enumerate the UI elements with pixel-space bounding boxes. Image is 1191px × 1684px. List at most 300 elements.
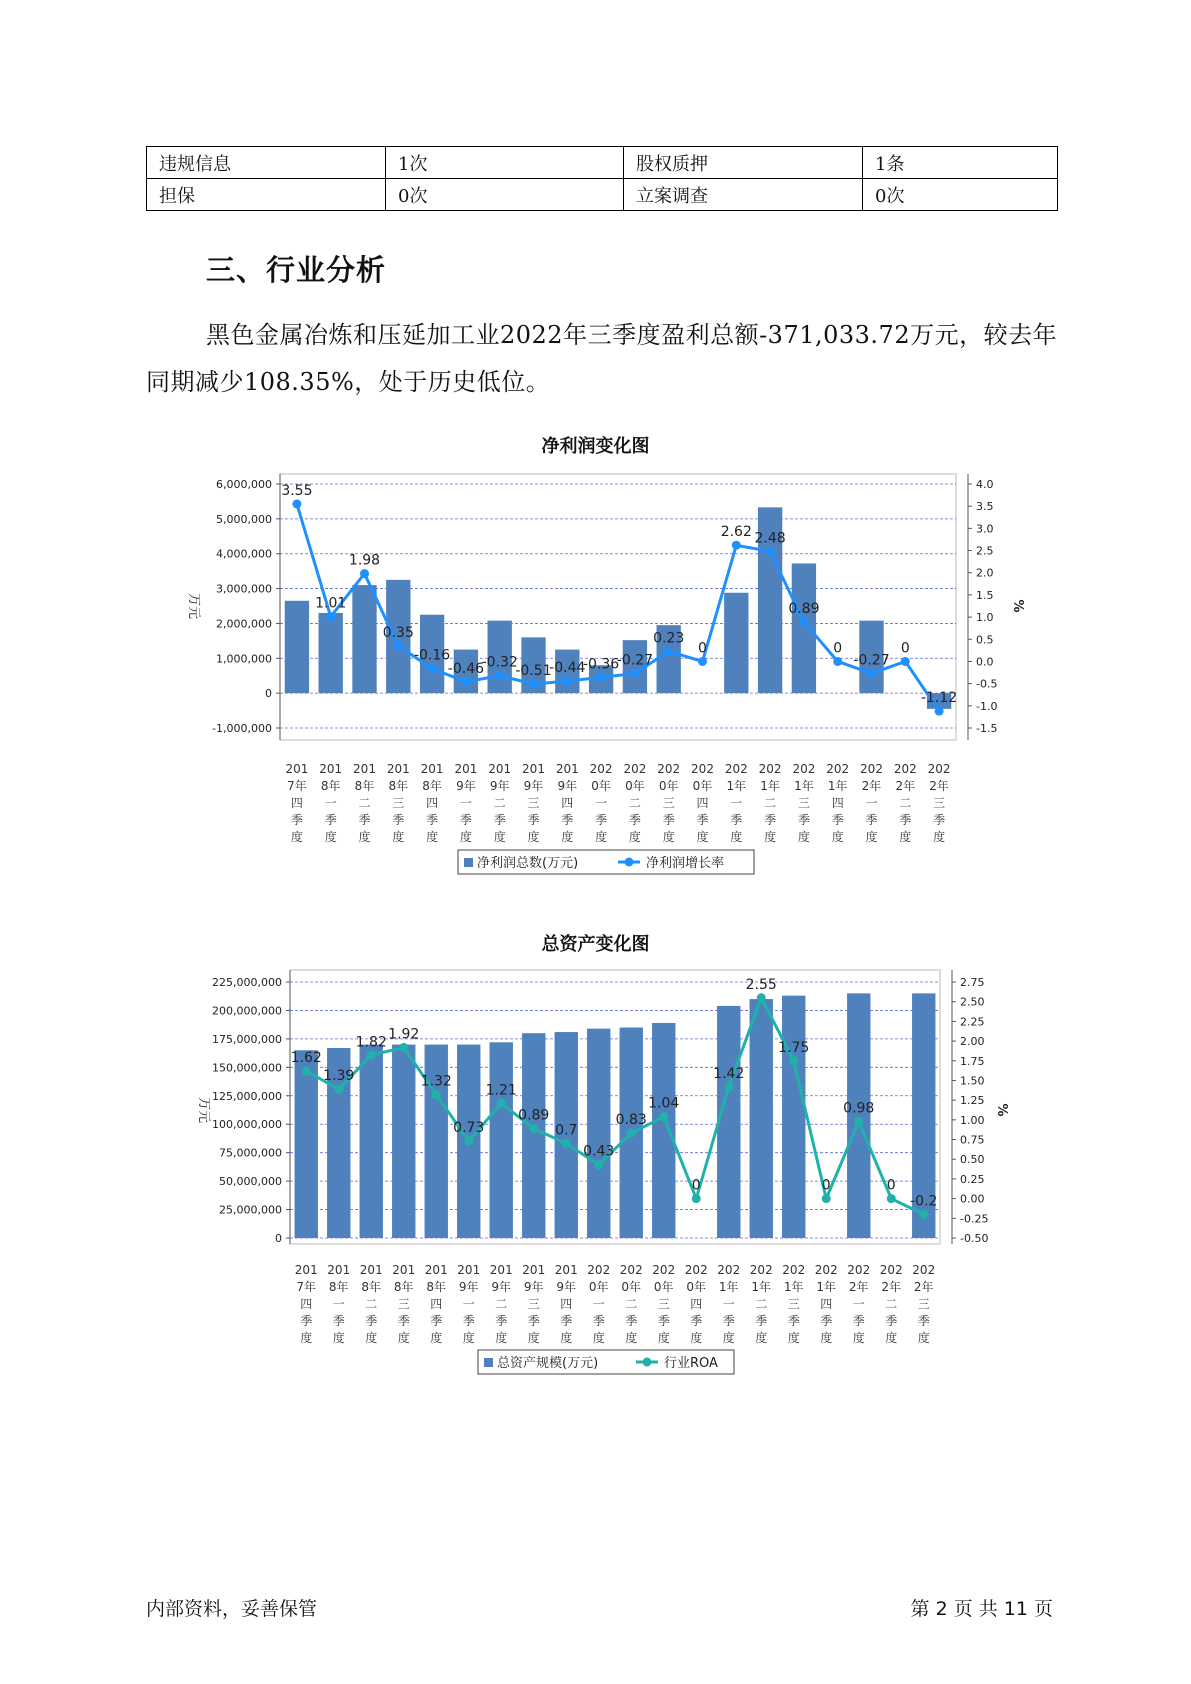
x-tick-label: 二 bbox=[358, 796, 371, 810]
x-tick-label: 季 bbox=[430, 1314, 443, 1328]
legend-bar-swatch bbox=[484, 1358, 493, 1367]
bar bbox=[782, 996, 805, 1238]
x-tick-label: 三 bbox=[527, 796, 540, 810]
x-tick-label: 9年 bbox=[458, 1280, 479, 1294]
y-tick-label: 2,000,000 bbox=[216, 617, 272, 631]
data-label: 0 bbox=[698, 640, 707, 657]
x-tick-label: 202 bbox=[893, 762, 917, 776]
x-tick-label: 季 bbox=[690, 1314, 703, 1328]
x-tick-label: 季 bbox=[730, 813, 743, 827]
y-tick-label: 50,000,000 bbox=[219, 1175, 282, 1189]
x-tick-label: 四 bbox=[561, 796, 574, 810]
x-tick-label: 四 bbox=[290, 796, 303, 810]
line-point bbox=[563, 676, 572, 685]
data-label: 2.48 bbox=[754, 530, 786, 547]
y-tick-label: 5,000,000 bbox=[216, 512, 272, 526]
table-cell: 0次 bbox=[863, 179, 1058, 211]
y-tick-label: 0 bbox=[275, 1232, 282, 1245]
data-label: -0.36 bbox=[582, 656, 620, 673]
x-tick-label: 二 bbox=[493, 796, 506, 810]
line-point bbox=[360, 569, 369, 578]
x-tick-label: 1年 bbox=[816, 1280, 837, 1294]
x-tick-label: 201 bbox=[454, 762, 478, 776]
line-point bbox=[432, 1090, 441, 1099]
x-tick-label: 202 bbox=[912, 1263, 936, 1277]
y2-tick-label: -0.5 bbox=[976, 677, 998, 691]
data-label: 3.55 bbox=[281, 482, 313, 499]
x-tick-label: 季 bbox=[662, 813, 675, 827]
line-point bbox=[766, 547, 775, 556]
x-tick-label: 一 bbox=[324, 796, 337, 810]
x-tick-label: 9年 bbox=[523, 779, 544, 793]
bar bbox=[319, 613, 343, 693]
x-tick-label: 季 bbox=[365, 1314, 378, 1328]
data-label: -0.16 bbox=[413, 647, 451, 664]
bar bbox=[490, 1042, 513, 1238]
y-tick-label: 200,000,000 bbox=[212, 1004, 282, 1018]
x-tick-label: 季 bbox=[899, 813, 912, 827]
x-tick-label: 季 bbox=[657, 1314, 670, 1328]
bar bbox=[360, 1045, 383, 1238]
x-tick-label: 三 bbox=[787, 1297, 800, 1311]
bar bbox=[724, 593, 748, 693]
x-tick-label: 季 bbox=[797, 813, 810, 827]
x-tick-label: 0年 bbox=[692, 779, 713, 793]
x-tick-label: 季 bbox=[865, 813, 878, 827]
x-tick-label: 度 bbox=[493, 830, 506, 844]
x-tick-label: 202 bbox=[879, 1263, 903, 1277]
line-point bbox=[724, 1082, 733, 1091]
data-label: 0.43 bbox=[583, 1143, 615, 1160]
y2-tick-label: 1.0 bbox=[976, 611, 994, 625]
line-point bbox=[597, 673, 606, 682]
x-tick-label: 一 bbox=[459, 796, 472, 810]
x-tick-label: 0年 bbox=[658, 779, 679, 793]
x-tick-label: 二 bbox=[885, 1297, 898, 1311]
x-tick-label: 季 bbox=[933, 813, 946, 827]
x-tick-label: 202 bbox=[758, 762, 782, 776]
footer-page-number: 第 2 页 共 11 页 bbox=[910, 1598, 1053, 1620]
x-tick-label: 一 bbox=[865, 796, 878, 810]
bar bbox=[295, 1050, 318, 1238]
y2-tick-label: -0.50 bbox=[960, 1232, 989, 1245]
line-point bbox=[367, 1051, 376, 1060]
x-tick-label: 8年 bbox=[422, 779, 442, 793]
line-point bbox=[867, 669, 876, 678]
x-tick-label: 202 bbox=[589, 762, 613, 776]
x-tick-label: 季 bbox=[462, 1314, 475, 1328]
x-tick-label: 季 bbox=[764, 813, 777, 827]
x-tick-label: 季 bbox=[787, 1314, 800, 1328]
x-tick-label: 度 bbox=[730, 830, 743, 844]
table-row bbox=[147, 179, 1058, 211]
line-point bbox=[664, 647, 673, 656]
y2-tick-label: 1.50 bbox=[960, 1074, 985, 1088]
x-tick-label: 201 bbox=[386, 762, 410, 776]
x-tick-label: 8年 bbox=[320, 779, 341, 793]
x-tick-label: 度 bbox=[358, 830, 371, 844]
x-tick-label: 201 bbox=[420, 762, 444, 776]
data-label: 1.98 bbox=[348, 552, 381, 569]
x-tick-label: 三 bbox=[662, 796, 675, 810]
x-tick-label: 0年 bbox=[588, 1280, 609, 1294]
line-point bbox=[394, 641, 403, 650]
table-cell: 违规信息 bbox=[147, 147, 386, 179]
x-tick-label: 度 bbox=[885, 1331, 898, 1345]
x-tick-label: 度 bbox=[662, 830, 675, 844]
x-tick-label: 三 bbox=[917, 1297, 930, 1311]
y-tick-label: 75,000,000 bbox=[219, 1146, 282, 1160]
y2-tick-label: 0.75 bbox=[960, 1133, 985, 1147]
data-label: 1.42 bbox=[713, 1065, 745, 1082]
x-tick-label: 度 bbox=[764, 830, 777, 844]
x-tick-label: 三 bbox=[933, 796, 946, 810]
data-label: -0.46 bbox=[447, 660, 485, 677]
x-tick-label: 二 bbox=[628, 796, 641, 810]
x-tick-label: 季 bbox=[561, 813, 574, 827]
line-point bbox=[428, 664, 437, 673]
x-tick-label: 季 bbox=[917, 1314, 930, 1328]
legend-line-marker bbox=[625, 858, 634, 867]
line-point bbox=[822, 1194, 831, 1203]
x-tick-label: 1年 bbox=[751, 1280, 772, 1294]
data-label: 1.01 bbox=[315, 595, 347, 612]
x-tick-label: 202 bbox=[717, 1263, 741, 1277]
x-tick-label: 201 bbox=[285, 762, 309, 776]
x-tick-label: 度 bbox=[831, 830, 844, 844]
line-point bbox=[529, 1124, 538, 1133]
x-tick-label: 度 bbox=[657, 1331, 670, 1345]
line-point bbox=[901, 657, 910, 666]
y2-tick-label: 0.5 bbox=[976, 633, 994, 647]
x-tick-label: 度 bbox=[560, 1331, 573, 1345]
x-tick-label: 二 bbox=[495, 1297, 508, 1311]
chart-title-total-assets: 总资产变化图 bbox=[541, 934, 650, 955]
x-tick-label: 度 bbox=[797, 830, 810, 844]
data-label: -0.32 bbox=[481, 654, 518, 671]
x-tick-label: 8年 bbox=[426, 1280, 447, 1294]
x-tick-label: 一 bbox=[462, 1297, 475, 1311]
footer-confidential-note: 内部资料，妥善保管 bbox=[146, 1598, 318, 1620]
line-point bbox=[464, 1137, 473, 1146]
x-tick-label: 一 bbox=[595, 796, 608, 810]
x-tick-label: 7年 bbox=[296, 1280, 317, 1294]
x-tick-label: 201 bbox=[522, 1263, 546, 1277]
x-tick-label: 度 bbox=[430, 1331, 443, 1345]
x-tick-label: 季 bbox=[831, 813, 844, 827]
line-point bbox=[529, 680, 538, 689]
data-label: 1.62 bbox=[290, 1050, 322, 1067]
y2-tick-label: 0.00 bbox=[960, 1192, 985, 1206]
section-title: 三、行业分析 bbox=[206, 253, 387, 287]
x-tick-label: 201 bbox=[554, 1263, 578, 1277]
x-tick-label: 0年 bbox=[653, 1280, 674, 1294]
line-point bbox=[935, 707, 944, 716]
x-tick-label: 四 bbox=[560, 1297, 573, 1311]
data-label: 0.89 bbox=[518, 1107, 550, 1124]
data-label: 1.82 bbox=[355, 1034, 387, 1051]
x-tick-label: 度 bbox=[625, 1331, 638, 1345]
x-tick-label: 度 bbox=[722, 1331, 735, 1345]
x-tick-label: 201 bbox=[319, 762, 343, 776]
data-label: 0.35 bbox=[382, 624, 414, 641]
x-tick-label: 7年 bbox=[287, 779, 307, 793]
x-tick-label: 202 bbox=[657, 762, 681, 776]
chart-title-net-profit: 净利润变化图 bbox=[541, 436, 650, 457]
x-tick-label: 度 bbox=[495, 1331, 508, 1345]
x-tick-label: 四 bbox=[831, 796, 844, 810]
x-tick-label: 202 bbox=[814, 1263, 838, 1277]
bar bbox=[792, 563, 816, 693]
data-label: 0.83 bbox=[615, 1112, 647, 1129]
data-label: 0 bbox=[886, 1177, 896, 1194]
x-tick-label: 202 bbox=[782, 1263, 806, 1277]
x-tick-label: 度 bbox=[426, 830, 439, 844]
x-tick-label: 1年 bbox=[726, 779, 747, 793]
line-point bbox=[692, 1194, 701, 1203]
y2-tick-label: 2.25 bbox=[960, 1015, 985, 1029]
line-point bbox=[461, 677, 470, 686]
x-tick-label: 2年 bbox=[929, 779, 949, 793]
data-label: 0 bbox=[821, 1177, 831, 1194]
x-tick-label: 度 bbox=[899, 830, 912, 844]
y2-tick-label: -1.5 bbox=[976, 722, 998, 735]
x-tick-label: 度 bbox=[595, 830, 608, 844]
x-tick-label: 季 bbox=[527, 813, 540, 827]
y2-tick-label: 2.5 bbox=[976, 544, 994, 558]
x-tick-label: 201 bbox=[327, 1263, 351, 1277]
y2-tick-label: 2.75 bbox=[960, 976, 985, 989]
x-tick-label: 202 bbox=[724, 762, 748, 776]
line-point bbox=[497, 1099, 506, 1108]
x-tick-label: 季 bbox=[755, 1314, 768, 1328]
x-tick-label: 二 bbox=[755, 1297, 768, 1311]
x-tick-label: 四 bbox=[820, 1297, 833, 1311]
x-tick-label: 201 bbox=[353, 762, 376, 776]
total-assets-chart bbox=[0, 958, 1191, 1388]
x-tick-label: 2年 bbox=[848, 1280, 869, 1294]
x-tick-label: 季 bbox=[527, 1314, 540, 1328]
legend-bar-label: 总资产规模(万元) bbox=[497, 1356, 599, 1371]
x-tick-label: 8年 bbox=[388, 779, 409, 793]
x-tick-label: 2年 bbox=[881, 1280, 902, 1294]
line-point bbox=[334, 1085, 343, 1094]
table-cell: 1条 bbox=[863, 147, 1058, 179]
bar bbox=[587, 1029, 610, 1238]
x-tick-label: 季 bbox=[625, 1314, 638, 1328]
analysis-paragraph: 黑色金属冶炼和压延加工业2022年三季度盈利总额-371,033.72万元，较去年同期减少108.35%，处于历史低位。 bbox=[146, 321, 1058, 396]
x-tick-label: 202 bbox=[652, 1263, 676, 1277]
x-tick-label: 201 bbox=[424, 1263, 448, 1277]
line-point bbox=[919, 1210, 928, 1219]
x-tick-label: 季 bbox=[595, 813, 608, 827]
bar bbox=[352, 585, 376, 693]
x-tick-label: 201 bbox=[359, 1263, 383, 1277]
data-label: 1.32 bbox=[420, 1073, 452, 1090]
y2-tick-label: 1.25 bbox=[960, 1094, 985, 1108]
x-tick-label: 三 bbox=[657, 1297, 670, 1311]
x-tick-label: 0年 bbox=[591, 779, 611, 793]
data-label: 2.55 bbox=[745, 976, 777, 993]
x-tick-label: 一 bbox=[722, 1297, 735, 1311]
y2-tick-label: -1.0 bbox=[976, 699, 998, 713]
x-tick-label: 季 bbox=[696, 813, 709, 827]
x-tick-label: 季 bbox=[820, 1314, 833, 1328]
y-tick-label: 175,000,000 bbox=[212, 1032, 282, 1046]
x-tick-label: 季 bbox=[332, 1314, 345, 1328]
data-label: -0.27 bbox=[853, 652, 890, 669]
y2-tick-label: 1.00 bbox=[960, 1113, 985, 1127]
y2-tick-label: 1.5 bbox=[976, 588, 994, 602]
x-tick-label: 9年 bbox=[456, 779, 476, 793]
x-tick-label: 201 bbox=[392, 1263, 416, 1277]
x-tick-label: 季 bbox=[358, 813, 371, 827]
table-cell: 0次 bbox=[386, 179, 624, 211]
data-label: -1.12 bbox=[920, 690, 958, 707]
legend-line-marker bbox=[643, 1358, 652, 1367]
line-point bbox=[698, 657, 707, 666]
x-tick-label: 三 bbox=[392, 796, 405, 810]
x-tick-label: 度 bbox=[917, 1331, 930, 1345]
bar bbox=[652, 1023, 675, 1238]
x-tick-label: 度 bbox=[459, 830, 472, 844]
x-tick-label: 三 bbox=[797, 796, 810, 810]
y-tick-label: -1,000,000 bbox=[212, 722, 272, 735]
line-point bbox=[562, 1139, 571, 1148]
x-tick-label: 季 bbox=[885, 1314, 898, 1328]
data-label: 1.75 bbox=[778, 1039, 810, 1056]
x-tick-label: 度 bbox=[365, 1331, 378, 1345]
x-tick-label: 2年 bbox=[861, 779, 882, 793]
data-label: 1.39 bbox=[323, 1068, 355, 1085]
y-tick-label: 150,000,000 bbox=[212, 1061, 282, 1075]
legend-bar-label: 净利润总数(万元) bbox=[477, 856, 579, 871]
x-tick-label: 季 bbox=[459, 813, 472, 827]
data-label: 0.23 bbox=[653, 630, 685, 647]
y2-tick-label: 4.0 bbox=[976, 478, 994, 491]
line-point bbox=[854, 1117, 863, 1126]
data-label: -0.27 bbox=[616, 652, 654, 669]
x-tick-label: 202 bbox=[691, 762, 714, 776]
x-tick-label: 8年 bbox=[361, 1280, 382, 1294]
y2-axis-title: % bbox=[994, 1103, 1009, 1117]
table-cell: 担保 bbox=[147, 179, 386, 211]
x-tick-label: 度 bbox=[332, 1331, 345, 1345]
data-label: -0.44 bbox=[549, 659, 586, 676]
x-tick-label: 季 bbox=[560, 1314, 573, 1328]
y2-tick-label: 0.0 bbox=[976, 655, 994, 669]
x-tick-label: 9年 bbox=[489, 779, 510, 793]
x-tick-label: 度 bbox=[592, 1331, 605, 1345]
bar bbox=[522, 1033, 545, 1238]
bar bbox=[392, 1045, 415, 1238]
x-tick-label: 度 bbox=[290, 830, 303, 844]
x-tick-label: 度 bbox=[628, 830, 641, 844]
x-tick-label: 一 bbox=[852, 1297, 865, 1311]
x-tick-label: 202 bbox=[847, 1263, 871, 1277]
x-tick-label: 季 bbox=[722, 1314, 735, 1328]
x-tick-label: 季 bbox=[493, 813, 506, 827]
line-point bbox=[302, 1067, 311, 1076]
x-tick-label: 202 bbox=[749, 1263, 773, 1277]
table-cell: 股权质押 bbox=[624, 147, 863, 179]
line-point bbox=[833, 657, 842, 666]
y-tick-label: 125,000,000 bbox=[212, 1089, 282, 1103]
x-tick-label: 度 bbox=[462, 1331, 475, 1345]
x-tick-label: 季 bbox=[290, 813, 303, 827]
line-point bbox=[757, 993, 766, 1002]
x-tick-label: 度 bbox=[852, 1331, 865, 1345]
line-point bbox=[659, 1112, 668, 1121]
x-tick-label: 二 bbox=[764, 796, 777, 810]
x-tick-label: 二 bbox=[625, 1297, 638, 1311]
x-tick-label: 202 bbox=[623, 762, 647, 776]
x-tick-label: 202 bbox=[927, 762, 951, 776]
y2-tick-label: 3.0 bbox=[976, 522, 994, 536]
y2-tick-label: -0.25 bbox=[960, 1212, 989, 1226]
y2-tick-label: 0.25 bbox=[960, 1172, 985, 1186]
y-axis-title: 万元 bbox=[186, 592, 201, 620]
x-tick-label: 201 bbox=[488, 762, 512, 776]
x-tick-label: 0年 bbox=[686, 1280, 707, 1294]
x-tick-label: 1年 bbox=[760, 779, 780, 793]
line-point bbox=[326, 612, 335, 621]
x-tick-label: 度 bbox=[324, 830, 337, 844]
x-tick-label: 度 bbox=[696, 830, 709, 844]
data-label: 0 bbox=[900, 640, 910, 657]
x-tick-label: 1年 bbox=[827, 779, 848, 793]
x-tick-label: 202 bbox=[684, 1263, 708, 1277]
x-tick-label: 度 bbox=[300, 1331, 313, 1345]
x-tick-label: 二 bbox=[365, 1297, 378, 1311]
x-tick-label: 201 bbox=[522, 762, 545, 776]
x-tick-label: 2年 bbox=[895, 779, 916, 793]
line-point bbox=[630, 669, 639, 678]
x-tick-label: 度 bbox=[397, 1331, 410, 1345]
x-tick-label: 二 bbox=[899, 796, 912, 810]
legend-bar-swatch bbox=[464, 858, 473, 867]
x-tick-label: 度 bbox=[787, 1331, 800, 1345]
x-tick-label: 201 bbox=[294, 1263, 318, 1277]
x-tick-label: 9年 bbox=[491, 1280, 512, 1294]
bar bbox=[717, 1006, 740, 1238]
data-label: 1.92 bbox=[388, 1026, 420, 1043]
y2-tick-label: 2.50 bbox=[960, 995, 985, 1009]
bar bbox=[750, 999, 773, 1238]
x-tick-label: 一 bbox=[592, 1297, 605, 1311]
x-tick-label: 度 bbox=[820, 1331, 833, 1345]
net-profit-chart bbox=[0, 460, 1191, 920]
data-label: 0 bbox=[833, 640, 843, 657]
x-tick-label: 季 bbox=[426, 813, 439, 827]
x-tick-label: 度 bbox=[527, 830, 540, 844]
line-point bbox=[732, 541, 741, 550]
y-tick-label: 6,000,000 bbox=[216, 478, 272, 491]
x-tick-label: 四 bbox=[690, 1297, 703, 1311]
x-tick-label: 四 bbox=[696, 796, 709, 810]
y-tick-label: 225,000,000 bbox=[212, 976, 282, 989]
line-point bbox=[887, 1194, 896, 1203]
x-tick-label: 季 bbox=[628, 813, 641, 827]
x-tick-label: 202 bbox=[587, 1263, 611, 1277]
x-tick-label: 1年 bbox=[783, 1280, 804, 1294]
table-cell: 立案调查 bbox=[624, 179, 863, 211]
x-tick-label: 一 bbox=[730, 796, 743, 810]
y-tick-label: 0 bbox=[265, 687, 272, 701]
y2-axis-title: % bbox=[1010, 599, 1025, 613]
x-tick-label: 四 bbox=[426, 796, 439, 810]
data-label: 1.21 bbox=[485, 1082, 517, 1099]
